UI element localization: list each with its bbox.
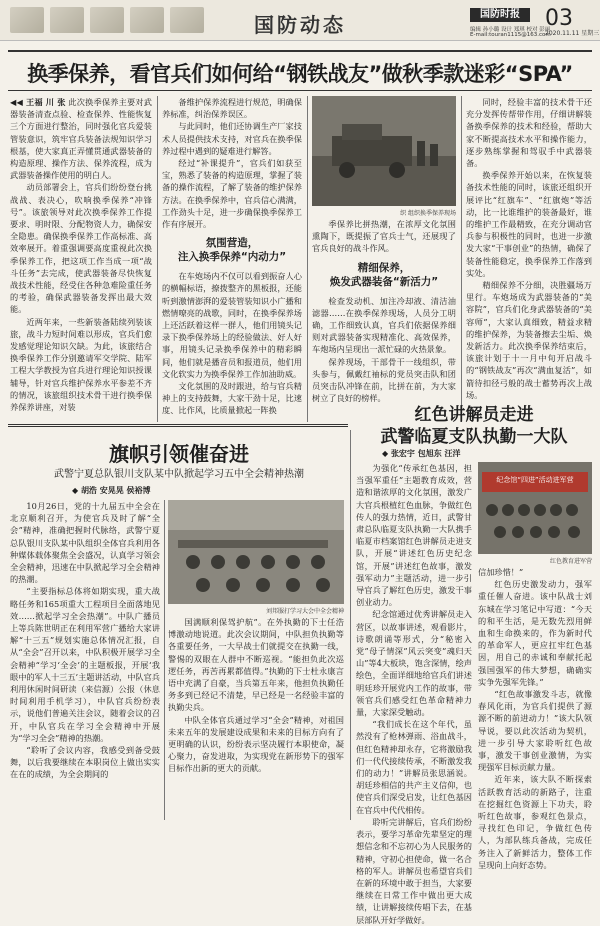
decor-tile	[10, 7, 44, 33]
header-rule	[8, 50, 592, 52]
paragraph: 纪念馆通过优秀讲解员走入营区，以故事讲述，观看影片，诗歌朗诵等形式，分“秘密入党”母子情深”风云突变”魂归天山”等4大板块，饱含深情，绘声绘色，全面详细地给官兵们讲述明廷珍开展党内工作的故事，带领官兵们感受红色革命精神力量，大家深受触动。	[356, 609, 472, 718]
paragraph: 中队全体官兵通过学习“全会”精神，对祖国未来五年的发展建设成果和未来的目标方向有了更明确的认识，纷纷表示坚决履行本职使命，凝心聚力，奋发进取，为实现党在新形势下的强军目标作出新的更大的贡献。	[168, 714, 344, 774]
paragraph: 检查发动机、加注冷却液、清洁油滤器……在换季保养现场，人员分工明确，工作细致认真，官兵们依据保养细则对武器装备实现精准化、高效保养，车炮场内呈现出一派忙碌的火热景象。	[312, 295, 456, 355]
column-divider	[157, 96, 158, 422]
column-divider	[164, 500, 165, 820]
section-title: 国防动态	[254, 13, 346, 37]
paragraph: 季保养比拼热潮，在浓厚文化氛围熏陶下，既提振了官兵士气，还展现了官兵良好的战斗作风。	[312, 219, 456, 254]
paragraph: 红色历史激发动力，强军重任催人奋进。该中队战士刘东城在学习笔记中写道：“今天的和平生活，是无数先烈用鲜血和生命换来的，作为新时代的革命军人，更应扛牢红色基因，用自己的赤诚和奉献托起强国强军的伟大梦想，确确实实争先强军先锋。”	[478, 579, 592, 687]
photo-caption: 织 组织换季保养现场	[400, 210, 456, 217]
main-headline: 换季保养，看官兵们如何给“钢铁战友”做秋季款迷彩“SPA”	[27, 62, 573, 86]
article2-column-1	[10, 500, 160, 820]
section-rule	[8, 424, 348, 425]
article1-column-4	[466, 96, 592, 400]
article3-column-1	[356, 462, 472, 925]
paragraph: 国满顺利保驾护航”。在外执勤的下士任浩博激动地说道。此次会议期间，中队担负执勤等各重要任务，一大早战士们就提交在执勤一线，警惕的双眼在人群中不断巡视。“能担负此次巡逻任务，再苦再累都值得。”执勤的下士杜永康言语中充满了自豪，当兵第五年来，他担负执勤任务多到已经记不清楚，早已经是一名经验丰富的执勤尖兵。	[168, 617, 344, 713]
article2-authors: ◆ 胡浩 安晃晃 侯裕博	[72, 486, 151, 495]
email-line: E-mail:touran1115@163.com	[470, 32, 551, 38]
paragraph: 经过“补课提升”，官兵们如获至宝，熟悉了装备的构造原理，掌握了装备的操作流程，了解了装备的维护保养方法。在换季保养中，官兵信心满满，工作劲头十足，进一步确保换季保养工作有序展开。	[162, 158, 302, 230]
article1-byline: ◀◀ 王福 川 张	[10, 97, 66, 107]
decor-tile	[50, 7, 84, 33]
article2-title: 旗帜引领催奋进	[109, 442, 249, 466]
paragraph: 同时，经验丰富的技术骨干还充分发挥传帮带作用，仔细讲解装备换季保养的技术和经验，帮助大家不断提高技术水平和操作能力，逐步熟练掌握和驾驭手中武器装备。	[466, 97, 592, 169]
study-session-photo	[168, 500, 344, 604]
article3-title-line2: 武警临夏支队执勤一大队	[380, 427, 568, 447]
paragraph: 文化氛围的及时跟进，给与官兵精神上的支持鼓舞，大家干劲十足，比速度、比作风，比质量掀起一阵换	[162, 381, 302, 416]
paragraph: 在车炮场内不仅可以看到振奋人心的横幅标语，撩拨整齐的黑板报，还能听到激情澎湃的爱装管装知识小广播和燃情嘹亮的战歌，同时，在换季保养场上还活跃着这样一群人，他们用镜头记录下换季保养场上的经验做法、好人好事，用镜头记录换季保养中的精彩瞬间，他们就是播音员和报道员，他们用文化软实力为换季保养工作加油助威。	[162, 271, 302, 379]
page-date: 2020.11.11 星期三	[545, 30, 600, 37]
article2-column-2	[168, 616, 344, 820]
article3-authors: ◆ 张宏宇 包旭东 汪洋	[382, 449, 461, 458]
banner-text: 纪念馆“四进”活动进军营	[496, 476, 574, 484]
paragraph: “主要指标总体将如期实现，重大战略任务和165项重大工程项目全面落地见效……掀起学习全会热潮”。中队广播员上等兵陈世明正在利用军营广播给大家讲解“十三五”规划实施总体情况汇报，自从“全会”召开以来，中队积极开展学习全会精神“学习‘全会’的主题板报，开展‘我眼中的军人十三五’主题讲活动，中队官兵利用休闲时间研读（来信源）公报（休息时间利用手机学习），中队官兵纷纷表示，说他们普遍关注会议，随着会议的召开，中队官兵在学习全会精神中开展为“学习全会”精神的热潮。	[10, 586, 160, 743]
maintenance-photo	[312, 96, 456, 206]
paragraph: 备维护保养流程进行规范，明确保养标准，纠治保养误区。	[162, 97, 302, 120]
photo-caption: 刘邦服打学习大会中全会精神	[265, 608, 344, 615]
paragraph: 信加珍惜！”	[478, 567, 524, 577]
header-decoration	[10, 4, 210, 36]
paragraph: 保养现场，干部骨干一线组织，带头参与，佩戴红袖标的党员突击队和团员突击队冲锋在前，比拼在前，为大家树立了良好的榜样。	[312, 356, 456, 404]
article1-column-2	[162, 96, 302, 422]
subhead-atmosphere: 氛围营造， 注入换季保养“内动力”	[177, 237, 287, 264]
article1-column-1	[10, 96, 152, 422]
decor-tile	[170, 7, 204, 33]
page-number: 03	[545, 6, 573, 31]
red-education-photo	[478, 462, 592, 554]
column-divider	[350, 430, 351, 820]
editor-line: 编辑 孙小璐 设计 郑琪 校对 彭丽	[470, 27, 551, 33]
article1-column-3	[312, 218, 456, 422]
column-divider	[461, 96, 462, 422]
headline-rule	[8, 90, 592, 91]
section-rule	[8, 426, 348, 427]
decor-tile	[90, 7, 124, 33]
paragraph: 此次换季保养主要对武器装备清查点验、检查保养、性能恢复三个方面进行整治，同时强化官兵爱装管装意识，筑牢官兵装备法规知识学习根基，使大家真正弄懂贯通武器装备的构造原理、操作方法、保养流程，成为武器装备操作使用的明白人。	[10, 97, 152, 181]
paragraph: 与此同时，他们还协调生产厂家技术人员提供技术支持，对官兵在换季保养过程中遇到的疑难进行解答。	[162, 121, 302, 156]
maintenance-photo-graphic	[312, 96, 456, 206]
article2-subtitle: 武警宁夏总队银川支队某中队掀起学习五中全会精神热潮	[54, 469, 304, 480]
paragraph: 近两年来，一些新装备陆续列装该旅，战斗力短时间难以形成，官兵们愈发感觉理论知识欠缺。为此，该旅结合换季保养工作分别邀请军交学院、陆军工程大学教授为官兵进行理论知识授课辅导，针对官兵维护保养水平参差不齐的情况，该旅组织技术骨干进行换季保养保养讲座，对装	[10, 316, 152, 413]
article3-column-2	[478, 566, 592, 870]
paragraph: 精细保养不分细，决胜疆场万里行。车炮场成为武器装备的“美容院”，官兵们化身武器装备的“美容师”，大家认真细致，精益求精的维护保养，为装备擦去尘垢、焕发新活力。此次换季保养结束后，该旅计划于十一月中旬开启战斗的“钢铁战友”再次“满血复活”，如箭待扣径弓般的战士蓄势再次上战场。	[466, 280, 592, 400]
paragraph: “红色故事激发斗志，就像春风化雨，为官兵们提供了源源不断的前进动力！”该大队领导说，要以此次活动为契机，进一步引导大家聆听红色故事，激发干事创业激情，为实现强军目标贡献力量。	[478, 689, 592, 773]
study-session-graphic	[168, 500, 344, 604]
newspaper-logo: 国防时报	[470, 8, 530, 22]
paragraph: 近年来，该大队不断探索活跃教育活动的新路子，注重在挖掘红色资源上下功夫，聆听红色故事，参观红色景点，寻找红色印记，争做红色传人，为部队练兵备战，完成任务注入了新鲜活力，整体工作呈现向上向好态势。	[478, 774, 592, 870]
paragraph: “我们成长在这个年代，虽然没有了枪林弹雨、浴血战斗，但红色精神却永存，它将激励我们一代代接续传承，不断激发我们的动力！”讲解员张思涵说。胡廷珍相信的共产主义信仰，也使官兵们深受启发，让红色基因在官兵中代代相传。	[356, 719, 472, 815]
decor-tile	[130, 7, 164, 33]
paragraph: “聆听了会议内容，我感受到备受鼓舞，以后我要继续在本职岗位上做出实实在在的成绩，为全会期间的	[10, 745, 160, 780]
photo-caption: 红色教育进军营	[549, 558, 592, 565]
paragraph: 聆听完讲解后，官兵们纷纷表示，要学习革命先辈坚定的理想信念和不忘初心为人民服务的精神，守初心担使命，做一名合格的军人。讲解员也希望官兵们在新的环境中敢于担当，大家要继续在日常工作中做出更大成绩，让讲解接续传唱下去，在基层部队开好学做好。	[356, 816, 472, 925]
paragraph: 换季保养开始以来，在恢复装备技术性能的同时，该旅还组织开展评比“红旗车”、“红旗炮”等活动，比一比谁维护的装备最好，谁的维护工作最精致，在充分调动官兵参与积极性的同时，也进一步激发大家“干事创业”的热情，确保了装备性能稳定，换季保养工作落到实处。	[466, 170, 592, 278]
article3-title-line1: 红色讲解员走进	[414, 405, 534, 425]
paragraph: 10月26日，党的十九届五中全会在北京顺利召开，为使官兵及时了解“全会”精神，准确把握时代脉络，武警宁夏总队银川支队某中队组织全体官兵利用各种媒体载体聚焦全会盛况，认真学习领会全会精神，迅速在中队掀起学习全会精神的热潮。	[10, 501, 160, 585]
paragraph: 为强化“传承红色基因，担当强军重任”主题教育成效，营造和谐浓厚的文化氛围，激发广大官兵根植红色血脉，争做红色传人的强力热情，近日，武警甘肃总队临夏支队执勤一大队携手临夏市档案馆红色讲解员走进支队，开展“讲述红色历史纪念馆，开展”讲述红色故事，激发强军动力”主题活动，进一步引导官兵了解红色历史，激发干事创业动力。	[356, 463, 472, 608]
column-divider	[307, 96, 308, 422]
subhead-fine-maintenance: 精细保养， 焕发武器装备“新活力”	[329, 261, 439, 288]
paragraph: 动员部署会上，官兵们纷纷登台挑战战、表决心，吹响换季保养“冲锋号”。该旅领导对此次换季保养工作提要求、明时限、分配物资人力，确保安全隐患。确保换季保养工作高标准、高效率展开。着重强调要高度重视此次换季保养工作，把这项工作当成一项“战斗任务”去完成，使武器装备尽快恢复战技术性能，经受住各种急难险重任务的考验，确保武器装备发挥出最大效能。	[10, 182, 152, 315]
